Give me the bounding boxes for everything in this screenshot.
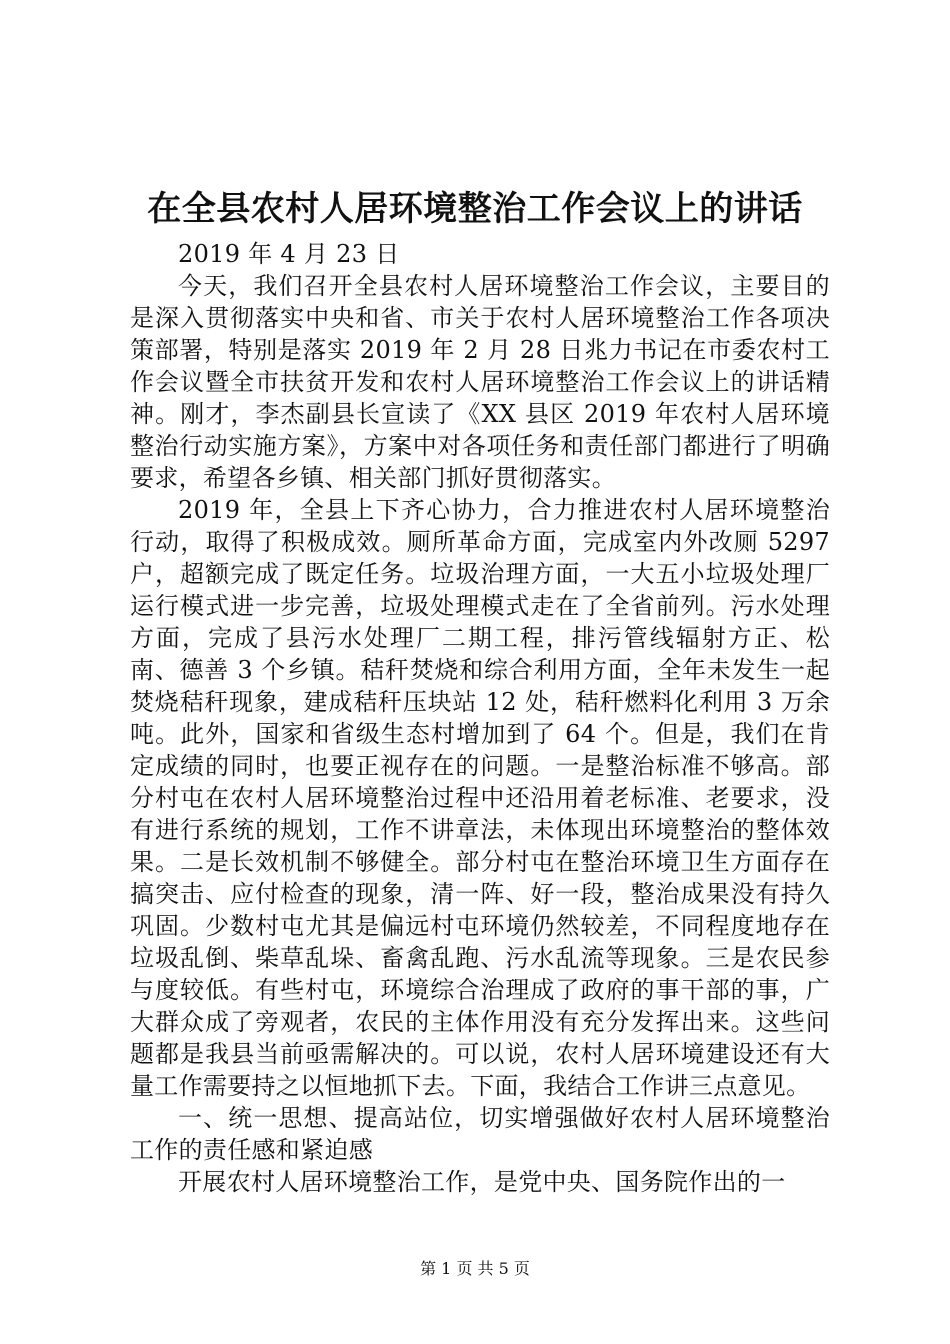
page-footer: 第 1 页 共 5 页 <box>420 1259 530 1278</box>
document-title: 在全县农村人居环境整治工作会议上的讲话 <box>147 189 803 229</box>
document-date: 2019 年 4 月 23 日 <box>178 240 400 268</box>
body-paragraph: 2019 年，全县上下齐心协力，合力推进农村人居环境整治行动，取得了积极成效。厕所革命方面，完成室内外改厕 5297 户，超额完成了既定任务。垃圾治理方面，一大五小垃圾处理厂运行模式进一步完善，垃圾处理模式走在了全省前列。污水处理方面，完成了县污水处理厂二期工程，排污管线辐射方正、松南、德善 3 个乡镇。秸秆焚烧和综合利用方面，全年未发生一起焚烧秸秆现象，建成秸秆压块站 12 处，秸秆燃料化利用 3 万余吨。此外，国家和省级生态村增加到了 64 个。但是，我们在肯定成绩的同时，也要正视存在的问题。一是整治标准不够高。部分村屯在农村人居环境整治过程中还沿用着老标准、老要求，没有进行系统的规划，工作不讲章法，未体现出环境整治的整体效果。二是长效机制不够健全。部分村屯在整治环境卫生方面存在搞突击、应付检查的现象，清一阵、好一段，整治成果没有持久巩固。少数村屯尤其是偏远村屯环境仍然较差，不同程度地存在垃圾乱倒、柴草乱垛、畜禽乱跑、污水乱流等现象。三是农民参与度较低。有些村屯，环境综合治理成了政府的事干部的事，广大群众成了旁观者，农民的主体作用没有充分发挥出来。这些问题都是我县当前亟需解决的。可以说，农村人居环境建设还有大量工作需要持之以恒地抓下去。下面，我结合工作讲三点意见。 <box>130 496 831 1100</box>
section-heading: 一、统一思想、提高站位，切实增强做好农村人居环境整治工作的责任感和紧迫感 <box>130 1104 830 1164</box>
document-body <box>130 238 830 1198</box>
body-paragraph: 开展农村人居环境整治工作，是党中央、国务院作出的一 <box>178 1168 786 1196</box>
body-paragraph: 今天，我们召开全县农村人居环境整治工作会议，主要目的是深入贯彻落实中央和省、市关于农村人居环境整治工作各项决策部署，特别是落实 2019 年 2 月 28 日兆力书记在市委农村工作会议暨全市扶贫开发和农村人居环境整治工作会议上的讲话精神。刚才，李杰副县长宣读了《XX 县区 2019 年农村人居环境整治行动实施方案》，方案中对各项任务和责任部门都进行了明确要求，希望各乡镇、相关部门抓好贯彻落实。 <box>130 272 830 492</box>
